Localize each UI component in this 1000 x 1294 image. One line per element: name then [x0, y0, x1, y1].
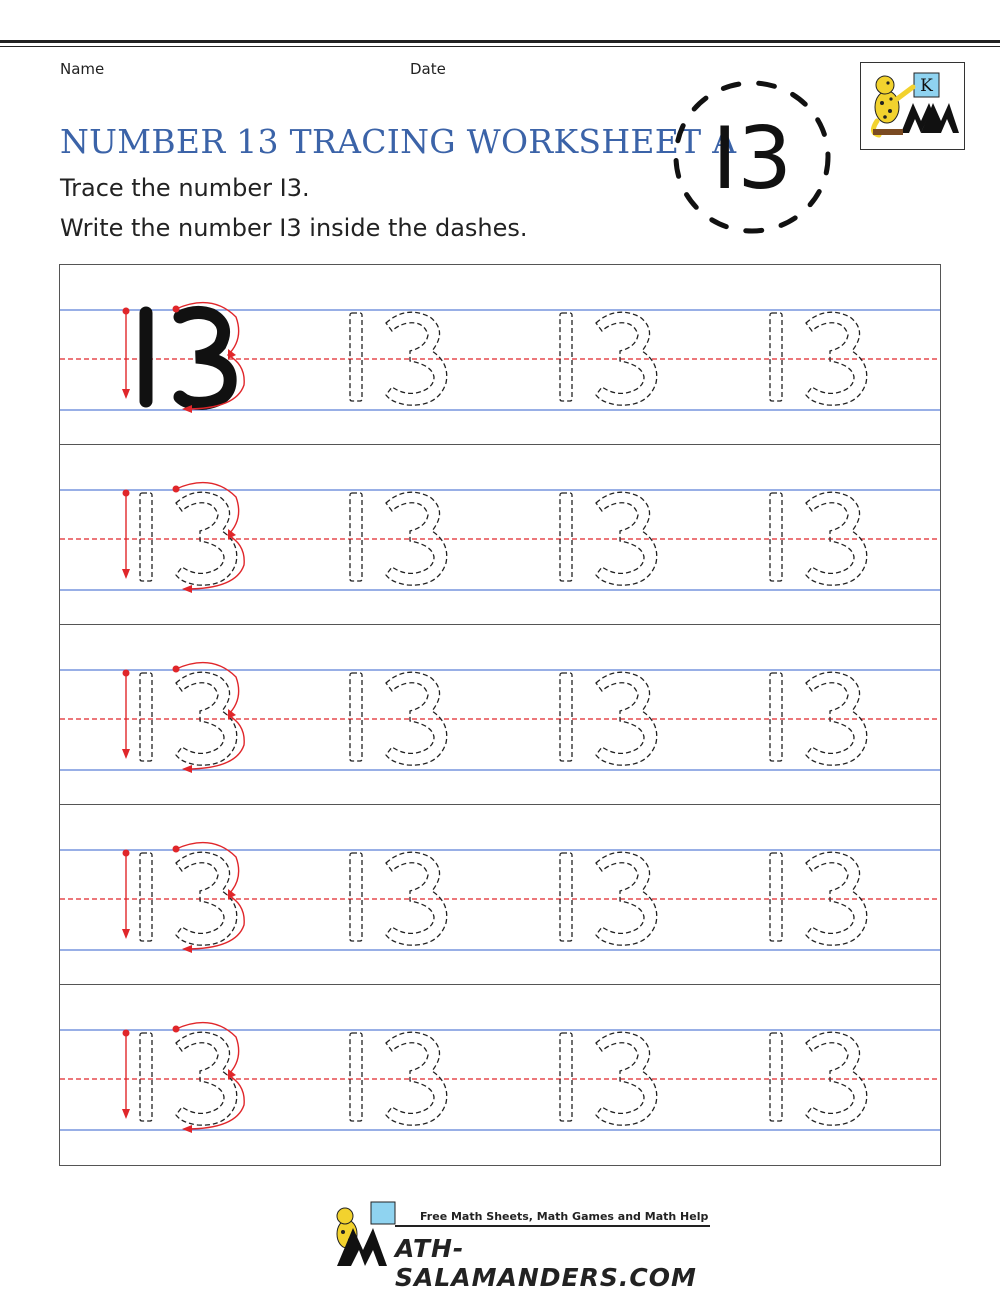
numeral-glyph: [122, 303, 244, 413]
tracing-row[interactable]: [60, 265, 940, 445]
logo-letter: K: [920, 76, 933, 96]
tracing-row[interactable]: [60, 445, 940, 625]
tracing-row[interactable]: [60, 805, 940, 985]
top-rule-thick: [0, 40, 1000, 43]
name-label: Name: [60, 60, 105, 78]
top-rule-thin: [0, 46, 1000, 47]
footer-site: ATH-SALAMANDERS.COM: [395, 1234, 697, 1292]
footer-tagline: Free Math Sheets, Math Games and Math Help: [420, 1210, 709, 1223]
worksheet-title: NUMBER 13 TRACING WORKSHEET A: [60, 122, 737, 161]
numeral-glyph: [122, 1023, 244, 1133]
tracing-grid: [59, 264, 941, 1166]
badge-number: I3: [711, 109, 793, 209]
numeral-glyph: [122, 663, 244, 773]
date-label: Date: [410, 60, 446, 78]
instruction-write: Write the number I3 inside the dashes.: [60, 214, 528, 242]
footer-logo: [325, 1200, 715, 1292]
instruction-trace: Trace the number I3.: [60, 174, 310, 202]
numeral-glyph: [122, 483, 244, 593]
tracing-row[interactable]: [60, 985, 940, 1165]
tracing-row[interactable]: [60, 625, 940, 805]
numeral-glyph: [122, 843, 244, 953]
salamander-logo: [860, 62, 965, 150]
number-badge: [666, 78, 838, 240]
